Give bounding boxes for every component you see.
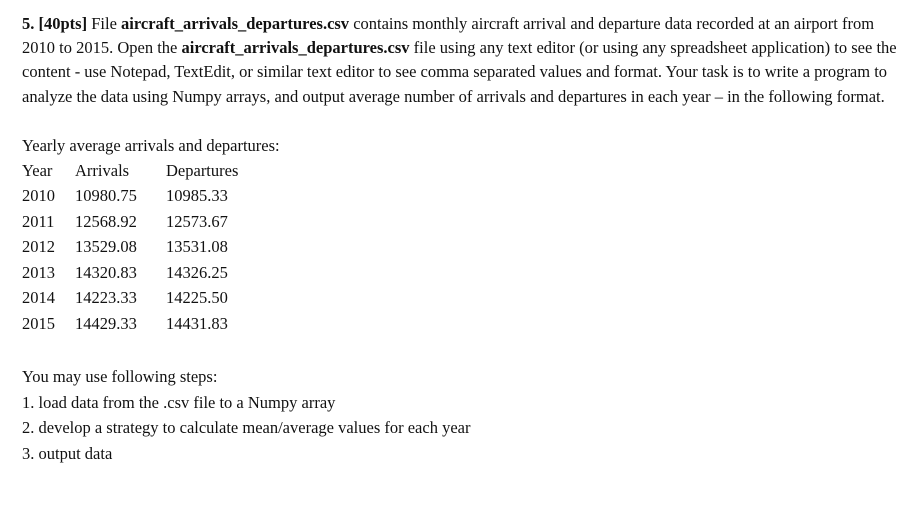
cell-year: 2015 bbox=[22, 313, 55, 333]
output-title: Yearly average arrivals and departures: bbox=[22, 135, 280, 155]
cell-arrivals: 14429.33 bbox=[75, 313, 137, 333]
results-header-row bbox=[22, 158, 238, 184]
cell-arrivals: 10980.75 bbox=[75, 186, 137, 206]
cell-departures: 14431.83 bbox=[166, 313, 228, 333]
question-number: 5. bbox=[22, 14, 35, 33]
cell-departures: 10985.33 bbox=[166, 186, 228, 206]
header-arrivals: Arrivals bbox=[75, 160, 130, 180]
cell-year: 2011 bbox=[22, 211, 55, 231]
cell-arrivals: 14320.83 bbox=[75, 262, 137, 282]
list-item: 2. develop a strategy to calculate mean/average values for each year bbox=[22, 418, 471, 438]
cell-year: 2013 bbox=[22, 262, 55, 282]
cell-year: 2010 bbox=[22, 186, 55, 206]
table-row bbox=[22, 234, 238, 260]
table-row bbox=[22, 183, 238, 209]
steps-intro: You may use following steps: bbox=[22, 367, 218, 387]
table-row bbox=[22, 260, 238, 286]
cell-year: 2014 bbox=[22, 288, 55, 308]
question-points: [40pts] bbox=[38, 14, 88, 33]
steps-section bbox=[22, 364, 902, 466]
header-departures: Departures bbox=[166, 160, 239, 180]
filename-2: aircraft_arrivals_departures.csv bbox=[181, 38, 410, 58]
question-text-2: contains monthly aircraft arrival and departure data recorded at an airport from 2010 to 2015. Open the bbox=[22, 14, 875, 58]
results-table bbox=[22, 158, 238, 337]
question-text-3: file using any text editor (or using any spreadsheet application) to see the content - use Notepad, TextEdit, or similar text editor to see comma separated values and format. Your task is to write a program to analyze the data using Numpy arrays, and output average number of arrivals and departures in each year – in the following format. bbox=[22, 38, 897, 106]
cell-departures: 13531.08 bbox=[166, 237, 228, 257]
question-text-1: File bbox=[87, 14, 122, 33]
header-year: Year bbox=[22, 160, 53, 180]
question-paragraph bbox=[22, 12, 902, 109]
cell-arrivals: 14223.33 bbox=[75, 288, 137, 308]
table-row bbox=[22, 285, 238, 311]
cell-departures: 14225.50 bbox=[166, 288, 228, 308]
list-item: 3. output data bbox=[22, 443, 113, 463]
document-page bbox=[22, 12, 902, 466]
cell-arrivals: 12568.92 bbox=[75, 211, 137, 231]
cell-departures: 14326.25 bbox=[166, 262, 228, 282]
table-row bbox=[22, 209, 238, 235]
table-row bbox=[22, 311, 238, 337]
cell-year: 2012 bbox=[22, 237, 55, 257]
list-item: 1. load data from the .csv file to a Numpy array bbox=[22, 392, 336, 412]
cell-departures: 12573.67 bbox=[166, 211, 228, 231]
filename-1: aircraft_arrivals_departures.csv bbox=[121, 14, 350, 33]
cell-arrivals: 13529.08 bbox=[75, 237, 137, 257]
